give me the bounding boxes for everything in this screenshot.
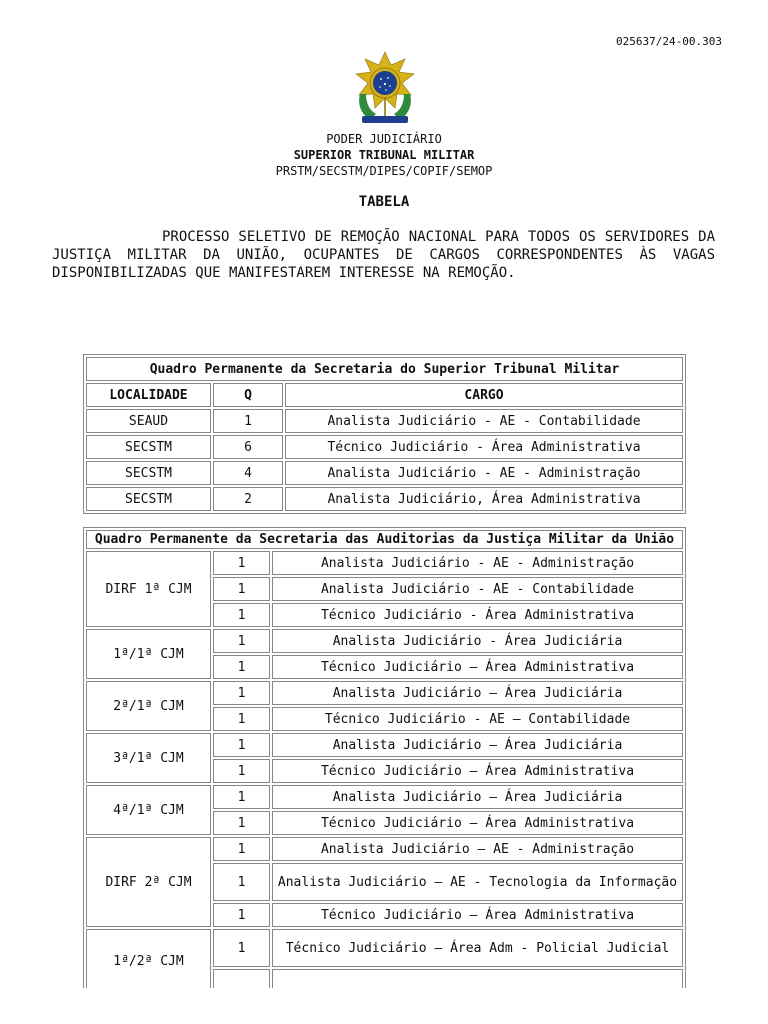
cell-localidade: 2ª/1ª CJM xyxy=(86,681,211,731)
column-header: Q xyxy=(213,383,283,407)
cell-localidade: 1ª/2ª CJM xyxy=(86,929,211,993)
intro-paragraph: PROCESSO SELETIVO DE REMOÇÃO NACIONAL PARA TODOS OS SERVIDORES DA JUSTIÇA MILITAR DA UNIÃO, OCUPANTES DE CARGOS CORRESPONDENTES ÀS VAGAS DISPONIBILIZADAS QUE MANIFESTAREM INTERESSE NA REMOÇÃO. xyxy=(52,229,715,281)
column-header: CARGO xyxy=(285,383,683,407)
cell-quantidade: 1 xyxy=(213,551,270,575)
cell-quantidade: 1 xyxy=(213,733,270,757)
cell-localidade: DIRF 2ª CJM xyxy=(86,837,211,927)
table-row xyxy=(86,487,683,511)
table-caption: Quadro Permanente da Secretaria do Superior Tribunal Militar xyxy=(86,357,683,381)
header-line-1: PODER JUDICIÁRIO xyxy=(326,132,442,146)
brazil-coat-of-arms-icon xyxy=(346,50,424,128)
cell-cargo: Analista Judiciário - AE - Contabilidade xyxy=(285,409,683,433)
cell-quantidade: 1 xyxy=(213,409,283,433)
cell-quantidade: 1 xyxy=(213,629,270,653)
cell-quantidade: 1 xyxy=(213,759,270,783)
cell-quantidade: 4 xyxy=(213,461,283,485)
header-line-3: PRSTM/SECSTM/DIPES/COPIF/SEMOP xyxy=(275,164,493,178)
cell-quantidade: 1 xyxy=(213,863,270,901)
document-number: 025637/24-00.303 xyxy=(616,35,722,48)
cell-quantidade: 1 xyxy=(213,603,270,627)
cell-cargo: Técnico Judiciário – Área Administrativa xyxy=(272,903,683,927)
cell-quantidade: 2 xyxy=(213,487,283,511)
table-row xyxy=(86,733,683,757)
table-caption: Quadro Permanente da Secretaria das Auditorias da Justiça Militar da União xyxy=(86,530,683,549)
cell-quantidade: 1 xyxy=(213,811,270,835)
table-row xyxy=(86,785,683,809)
cell-localidade: SECSTM xyxy=(86,435,211,459)
cell-cargo: Técnico Judiciário - AE – Contabilidade xyxy=(272,707,683,731)
table-row xyxy=(86,409,683,433)
cell-quantidade: 1 xyxy=(213,577,270,601)
table-row xyxy=(86,681,683,705)
cell-quantidade: 1 xyxy=(213,655,270,679)
cell-cargo: Analista Judiciário – Área Judiciária xyxy=(272,733,683,757)
table-row xyxy=(86,629,683,653)
column-header: LOCALIDADE xyxy=(86,383,211,407)
cell-quantidade: 1 xyxy=(213,903,270,927)
cell-quantidade: 1 xyxy=(213,837,270,861)
table-row xyxy=(86,435,683,459)
cell-quantidade: 1 xyxy=(213,785,270,809)
cell-localidade: 3ª/1ª CJM xyxy=(86,733,211,783)
cell-localidade: SECSTM xyxy=(86,461,211,485)
cell-cargo: Analista Judiciário – Área Judiciária xyxy=(272,681,683,705)
cell-cargo: Técnico Judiciário – Área Administrativa xyxy=(272,655,683,679)
cell-quantidade: 6 xyxy=(213,435,283,459)
cell-cargo: Técnico Judiciário - Área Administrativa xyxy=(285,435,683,459)
cell-cargo: Técnico Judiciário – Área Administrativa xyxy=(272,811,683,835)
cell-cargo: Analista Judiciário - AE - Administração xyxy=(285,461,683,485)
page-title: TABELA xyxy=(358,194,410,210)
cell-localidade: 1ª/1ª CJM xyxy=(86,629,211,679)
cell-cargo: Técnico Judiciário – Área Administrativa xyxy=(272,759,683,783)
cell-cargo: Analista Judiciário - Área Judiciária xyxy=(272,629,683,653)
cell-cargo: Analista Judiciário – AE - Tecnologia da Informação xyxy=(272,863,683,901)
cell-cargo: Técnico Judiciário - Área Administrativa xyxy=(272,603,683,627)
cell-quantidade: 1 xyxy=(213,681,270,705)
cell-localidade: SEAUD xyxy=(86,409,211,433)
header-line-2: SUPERIOR TRIBUNAL MILITAR xyxy=(293,148,475,162)
cell-cargo: Analista Judiciário – Área Judiciária xyxy=(272,785,683,809)
cell-localidade: SECSTM xyxy=(86,487,211,511)
cell-localidade: 4ª/1ª CJM xyxy=(86,785,211,835)
cell-cargo: Analista Judiciário - AE - Administração xyxy=(272,551,683,575)
institution-header xyxy=(0,131,768,179)
table-stm xyxy=(83,354,686,514)
cell-cargo: Analista Judiciário – AE - Administração xyxy=(272,837,683,861)
page-cutoff xyxy=(0,988,768,1024)
table-row xyxy=(86,551,683,575)
table-row xyxy=(86,837,683,861)
cell-cargo: Analista Judiciário, Área Administrativa xyxy=(285,487,683,511)
table-row xyxy=(86,929,683,967)
cell-quantidade: 1 xyxy=(213,707,270,731)
cell-cargo: Analista Judiciário - AE - Contabilidade xyxy=(272,577,683,601)
table-row xyxy=(86,461,683,485)
cell-cargo: Técnico Judiciário – Área Adm - Policial Judicial xyxy=(272,929,683,967)
cell-localidade: DIRF 1ª CJM xyxy=(86,551,211,627)
cell-quantidade: 1 xyxy=(213,929,270,967)
table-auditorias xyxy=(83,527,686,996)
